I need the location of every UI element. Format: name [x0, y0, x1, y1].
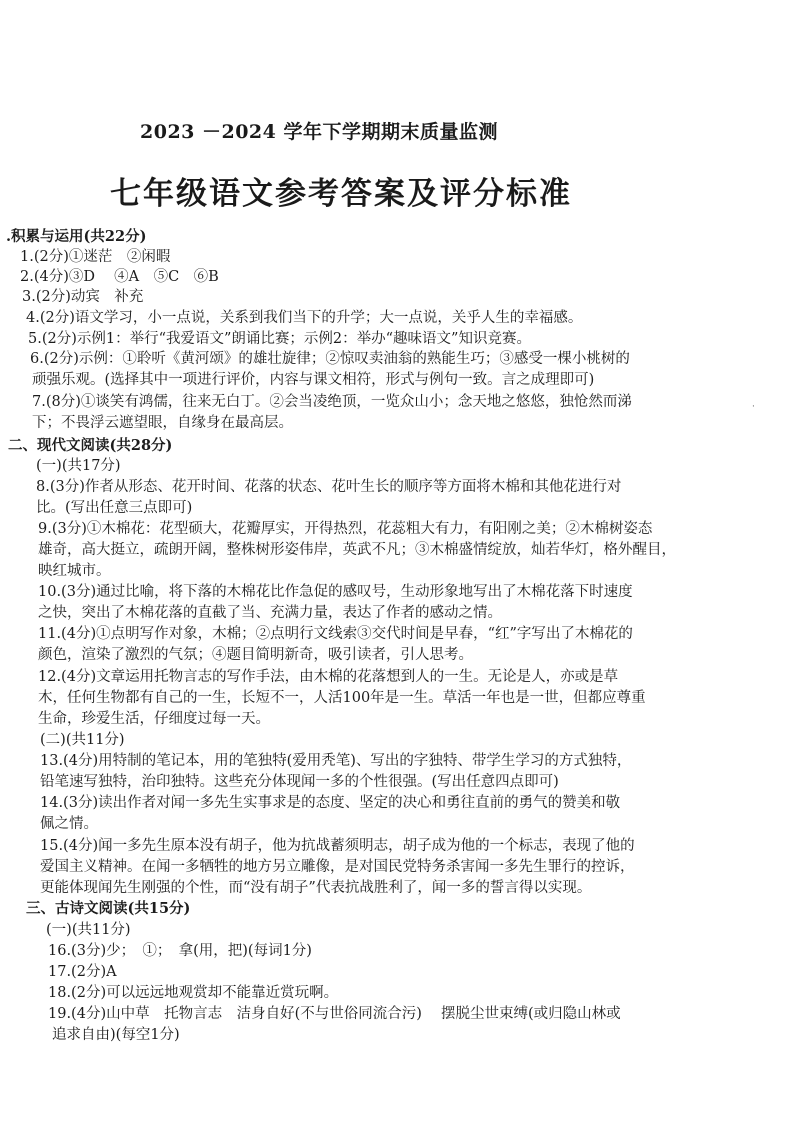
answer-line: 爱国主义精神。在闻一多牺牲的地方另立雕像，是对国民党特务杀害闻一多先生罪行的控诉，	[40, 859, 635, 875]
answer-line: 10.(3分)通过比喻，将下落的木棉花比作急促的感叹号，生动形象地写出了木棉花落下时速度	[38, 584, 633, 600]
answer-line: 19.(4分)山中草 托物言志 洁身自好(不与世俗同流合污) 摆脱尘世束缚(或归隐山林或	[48, 1006, 621, 1022]
answer-line: 9.(3分)①木棉花：花型硕大，花瓣厚实，开得热烈，花蕊粗大有力，有阳刚之美；②木棉树姿态	[38, 521, 653, 537]
answer-line: 3.(2分)动宾 补充	[22, 289, 144, 305]
answer-line: 比。(写出任意三点即可)	[36, 500, 193, 516]
answer-line: 顽强乐观。(选择其中一项进行评价，内容与课文相符，形式与例句一致。言之成理即可)	[32, 372, 595, 388]
section-heading: 三、古诗文阅读(共15分)	[26, 900, 191, 917]
section-heading: .积累与运用(共22分)	[6, 228, 147, 245]
answer-line: 11.(4分)①点明写作对象，木棉；②点明行文线索③交代时间是早春，“红”字写出了木棉花的	[38, 626, 633, 642]
subsection-heading: (一)(共17分)	[36, 458, 121, 474]
answer-line: 生命，珍爱生活，仔细度过每一天。	[38, 711, 270, 727]
answer-line: 追求自由)(每空1分)	[52, 1027, 180, 1043]
answer-line: 8.(3分)作者从形态、花开时间、花落的状态、花叶生长的顺序等方面将木棉和其他花进行对	[36, 479, 622, 495]
answer-line: 1.(2分)①迷茫 ②闲暇	[20, 249, 171, 265]
subsection-heading: (二)(共11分)	[40, 732, 125, 748]
answer-line: 之快，突出了木棉花落的直截了当、充满力量，表达了作者的感动之情。	[38, 605, 502, 621]
answer-line: 13.(4分)用特制的笔记本，用的笔独特(爱用秃笔)、写出的字独特、带学生学习的方式独特，	[40, 753, 632, 769]
answer-line: 佩之情。	[40, 816, 98, 832]
scan-speck: ·	[752, 402, 755, 412]
answer-line: 7.(8分)①谈笑有鸿儒，往来无白丁。②会当凌绝顶，一览众山小；念天地之悠悠，独怆然而涕	[32, 394, 632, 410]
answer-line: 木，任何生物都有自己的一生，长短不一，人活100年是一生。草活一年也是一世，但都应尊重	[38, 690, 646, 706]
answer-line: 更能体现闻先生刚强的个性，而“没有胡子”代表抗战胜利了，闻一多的誓言得以实现。	[40, 880, 592, 896]
answer-line: 17.(2分)A	[48, 964, 117, 980]
exam-subtitle: 2023 －2024 学年下学期期末质量监测	[140, 121, 498, 143]
answer-line: 2.(4分)③D ④A ⑤C ⑥B	[20, 269, 219, 285]
document-title: 七年级语文参考答案及评分标准	[110, 176, 572, 212]
answer-line: 下；不畏浮云遮望眼，自缘身在最高层。	[32, 415, 293, 431]
section-heading: 二、现代文阅读(共28分)	[8, 437, 173, 454]
answer-line: 铅笔速写独特，治印独特。这些充分体现闻一多的个性很强。(写出任意四点即可)	[40, 774, 559, 790]
answer-line: 5.(2分)示例1：举行“我爱语文”朗诵比赛；示例2：举办“趣味语文”知识竞赛。	[28, 331, 531, 347]
answer-line: 16.(3分)少； ①； 拿(用，把)(每词1分)	[48, 943, 312, 959]
answer-line: 18.(2分)可以远远地观赏却不能靠近赏玩啊。	[48, 985, 339, 1001]
answer-line: 12.(4分)文章运用托物言志的写作手法，由木棉的花落想到人的一生。无论是人，亦或是草	[38, 669, 619, 685]
answer-line: 6.(2分)示例：①聆听《黄河颂》的雄壮旋律；②惊叹卖油翁的熟能生巧；③感受一棵小桃树的	[30, 351, 630, 367]
answer-line: 雄奇，高大挺立，疏朗开阔，整株树形姿伟岸，英武不凡；③木棉盛情绽放，灿若华灯，格外醒目，	[38, 542, 676, 558]
answer-line: 4.(2分)语文学习，小一点说，关系到我们当下的升学；大一点说，关乎人生的幸福感。	[26, 310, 583, 326]
answer-line: 颜色，渲染了激烈的气氛；④题目简明新奇，吸引读者，引人思考。	[38, 647, 473, 663]
answer-line: 14.(3分)读出作者对闻一多先生实事求是的态度、坚定的决心和勇往直前的勇气的赞美和敬	[40, 795, 621, 811]
answer-line: 映红城市。	[38, 563, 111, 579]
answer-line: 15.(4分)闻一多先生原本没有胡子，他为抗战蓄须明志，胡子成为他的一个标志，表现了他的	[40, 838, 635, 854]
subsection-heading: (一)(共11分)	[46, 922, 131, 938]
